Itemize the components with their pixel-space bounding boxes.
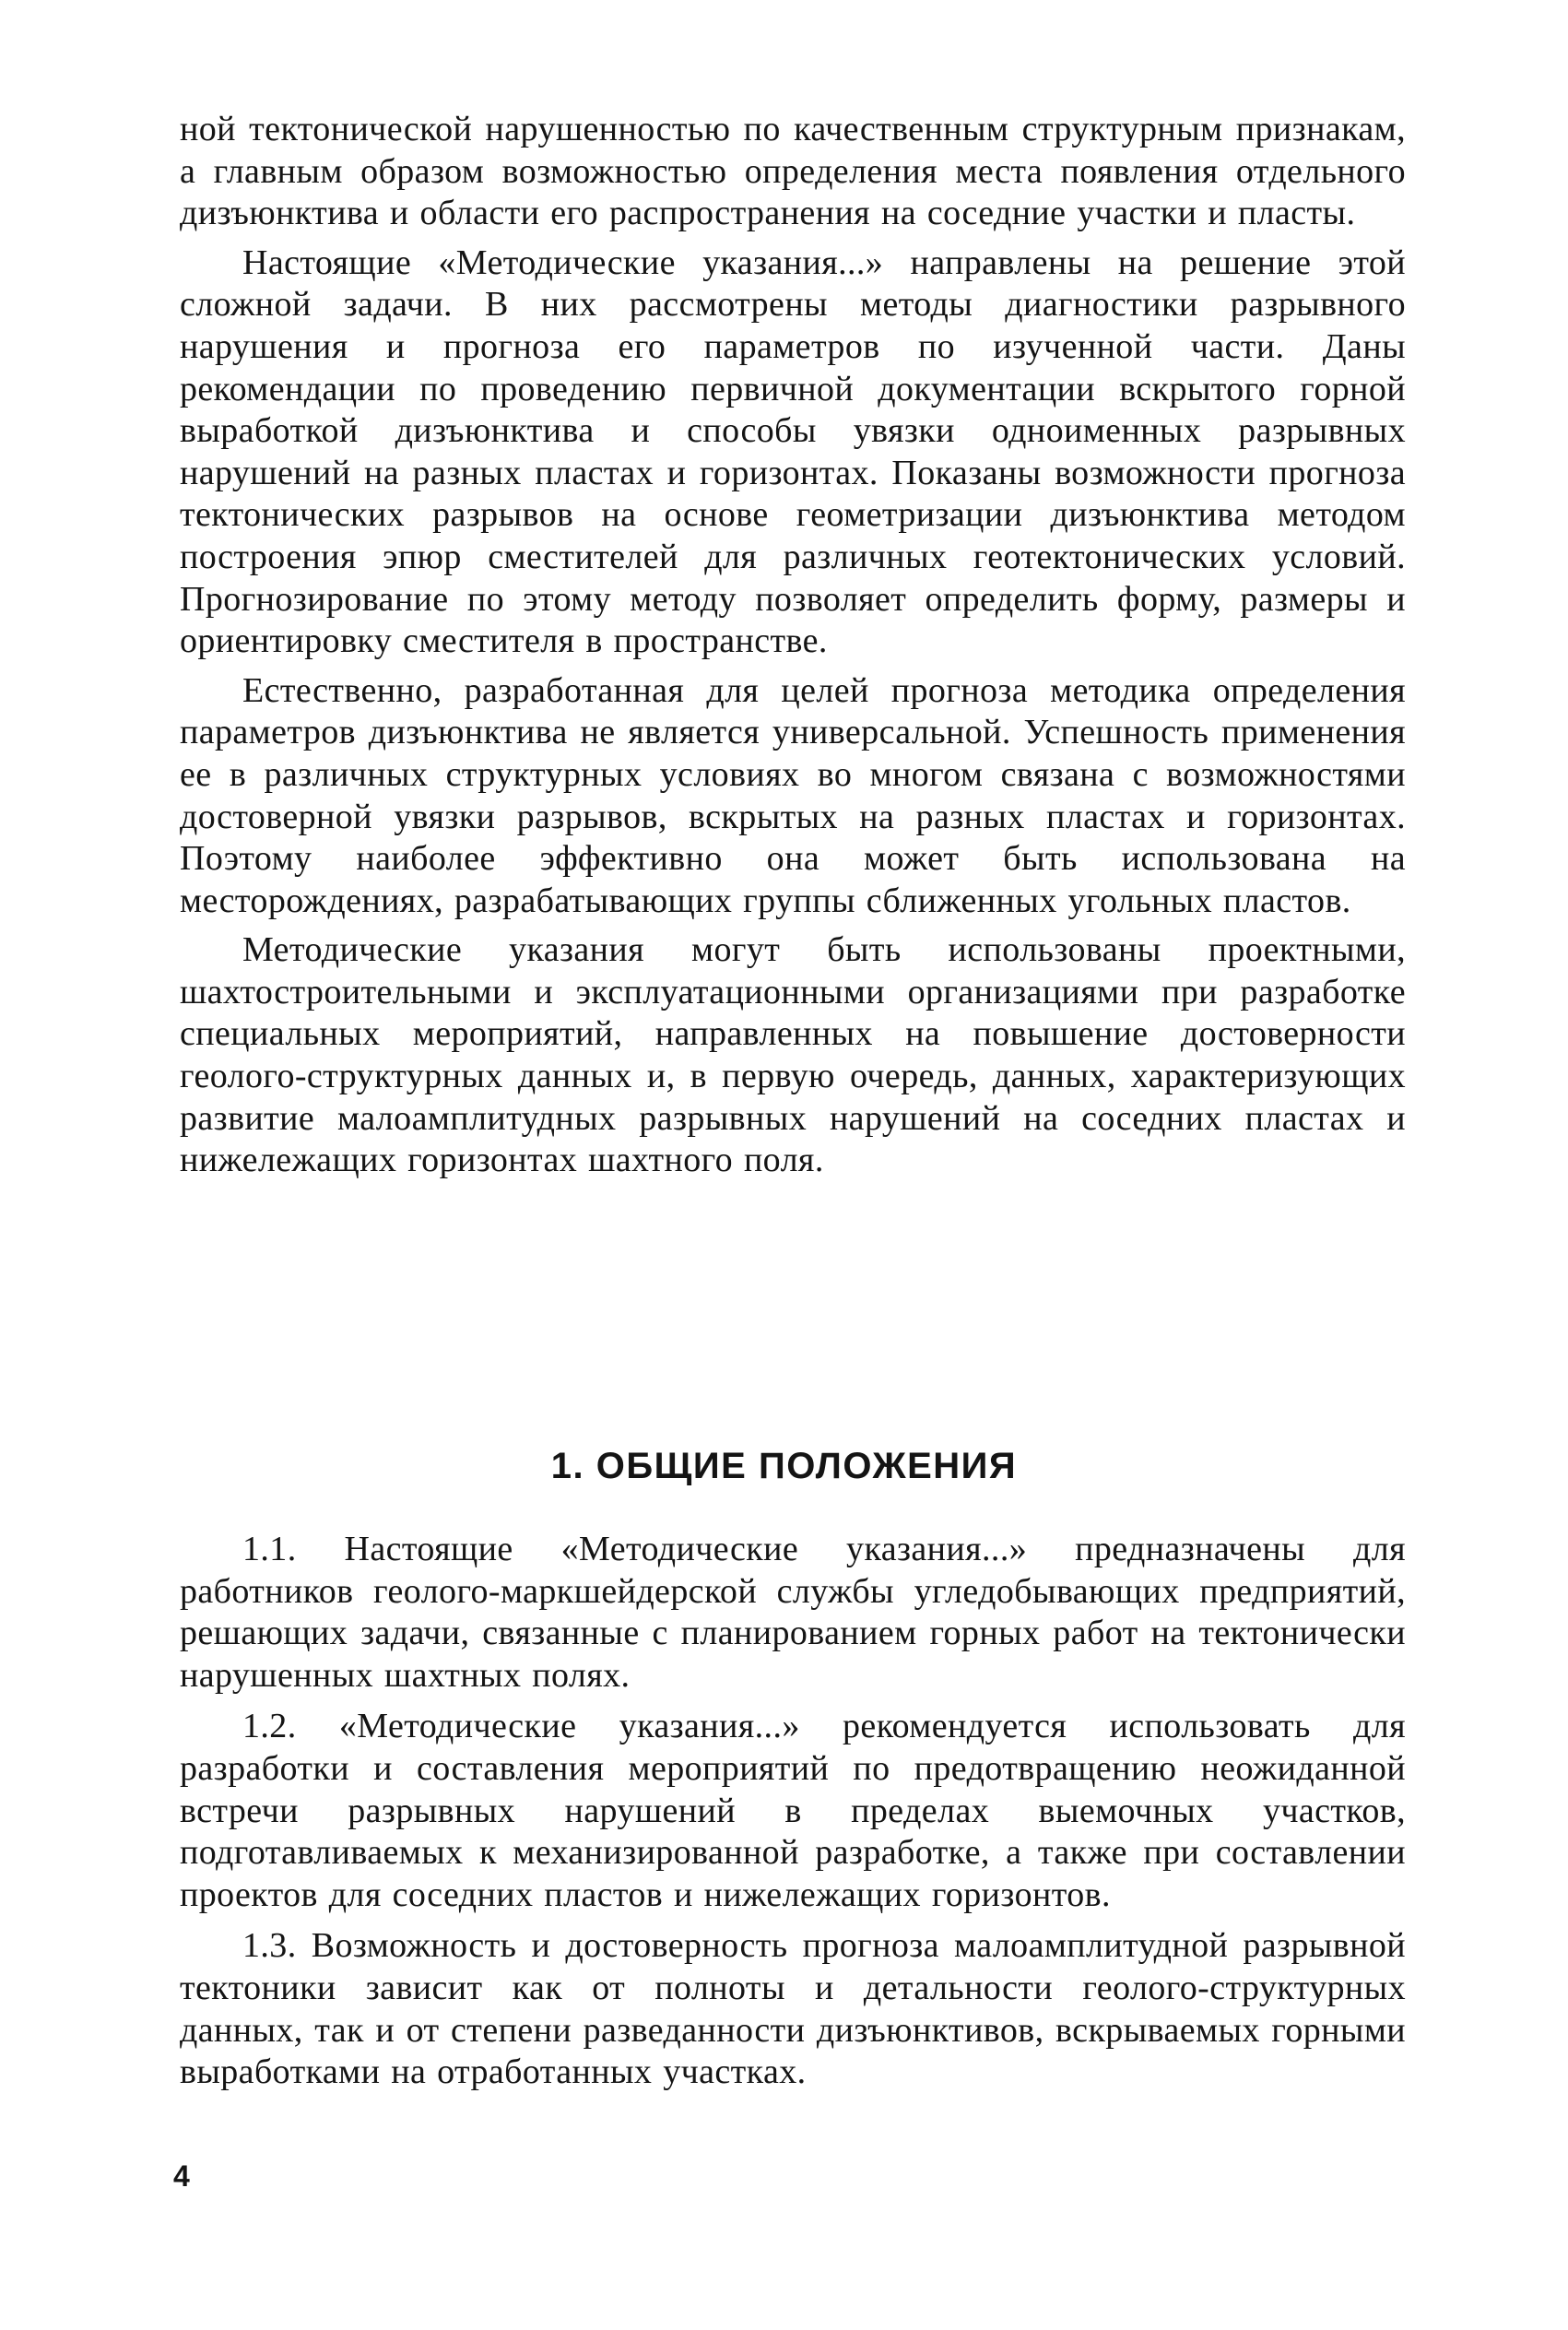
section-paragraph-1-2: 1.2. «Методические указания...» рекомендуется использовать для разработки и составления мероприятий по предотвращению неожиданной встречи разрывных нарушений в пределах выемочных участков, подготавливаемых к механизированной разработке, а также при составлении проектов для соседних пластов и нижележащих горизонтов. [180, 1707, 1406, 1914]
section-paragraph-1-1: 1.1. Настоящие «Методические указания...» предназначены для работников геолого-маркшейдерской службы угледобывающих предприятий, решающих задачи, связанные с планированием горных работ на тектонически нарушенных шахтных полях. [180, 1530, 1406, 1695]
intro-paragraph-4: Методические указания могут быть использованы проектными, шахтостроительными и эксплуатационными организациями при разработке специальных мероприятий, направленных на повышение достоверности геолого-структурных данных и, в первую очередь, данных, характеризующих развитие малоамплитудных разрывных нарушений на соседних пластах и нижележащих горизонтах шахтного поля. [180, 930, 1406, 1180]
intro-paragraph-1: ной тектонической нарушенностью по качественным структурным признакам, а главным образом возможностью определения места появления отдельного дизъюнктива и области его распространения на соседние участки и пласты. [180, 110, 1406, 233]
section-heading: 1. ОБЩИЕ ПОЛОЖЕНИЯ [550, 1446, 1018, 1486]
section-paragraph-1-3: 1.3. Возможность и достоверность прогноза малоамплитудной разрывной тектоники зависит как от полноты и детальности геолого-структурных данных, так и от степени разведанности дизъюнктивов, вскрываемых горными выработками на отработанных участках. [180, 1926, 1406, 2092]
section-text-block [180, 1529, 1406, 2094]
intro-text-block [180, 109, 1406, 1182]
intro-paragraph-2: Настоящие «Методические указания...» направлены на решение этой сложной задачи. В них рассмотрены методы диагностики разрывного нарушения и прогноза его параметров по изученной части. Даны рекомендации по проведению первичной документации вскрытого горной выработкой дизъюнктива и способы увязки одноименных разрывных нарушений на разных пластах и горизонтах. Показаны возможности прогноза тектонических разрывов на основе геометризации дизъюнктива методом построения эпюр сместителей для различных геотектонических условий. Прогнозирование по этому методу позволяет определить форму, размеры и ориентировку сместителя в пространстве. [180, 242, 1406, 661]
page-number: 4 [173, 2159, 190, 2193]
intro-paragraph-3: Естественно, разработанная для целей прогноза методика определения параметров дизъюнктива не является универсальной. Успешность применения ее в различных структурных условиях во многом связана с возможностями достоверной увязки разрывов, вскрытых на разных пластах и горизонтах. Поэтому наиболее эффективно она может быть использована на месторождениях, разрабатывающих группы сближенных угольных пластов. [180, 670, 1406, 920]
